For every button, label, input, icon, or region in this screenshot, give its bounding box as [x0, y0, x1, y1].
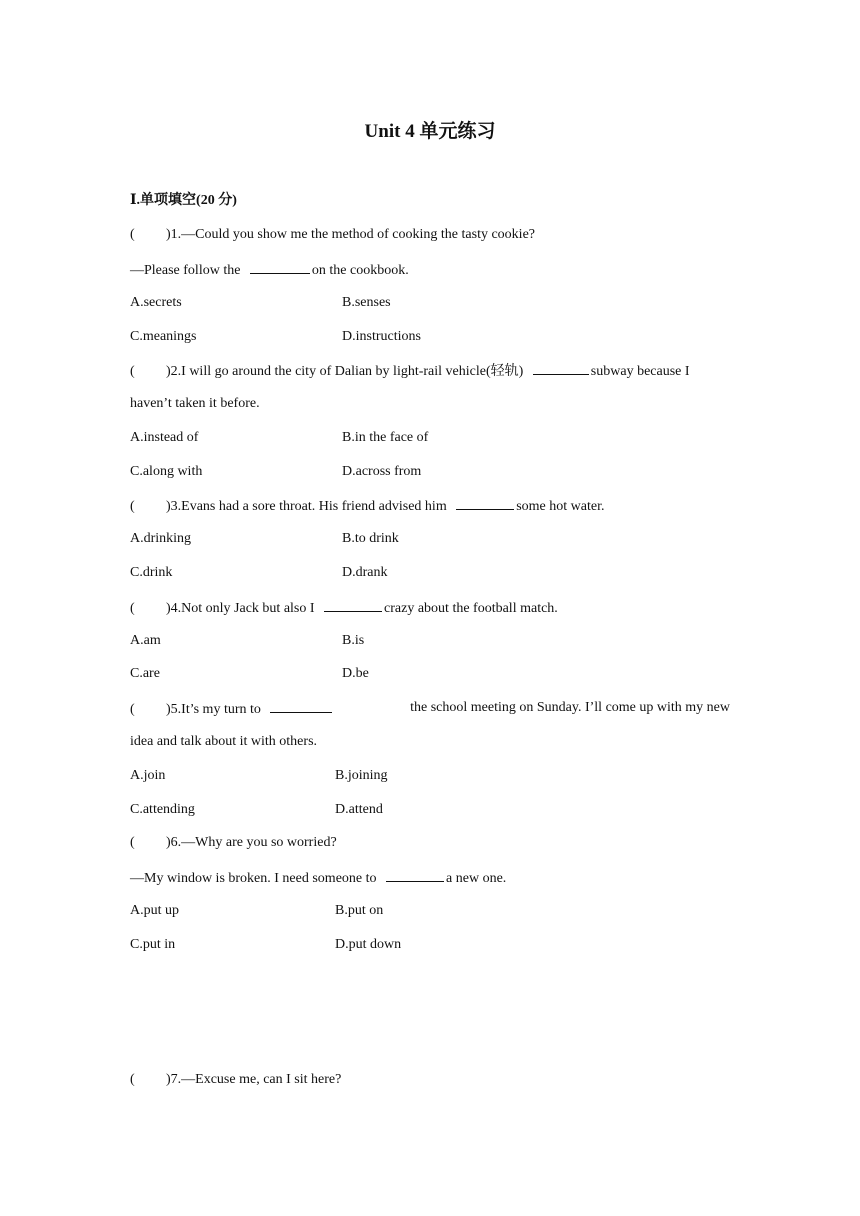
- option-a: A.drinking: [130, 531, 192, 546]
- option-d: D.attend: [335, 802, 383, 817]
- question-text: )4.Not only Jack but also I: [166, 601, 319, 616]
- question-6-line2: [130, 868, 506, 888]
- question-1-stem: [130, 226, 535, 244]
- option-c: C.along with: [130, 464, 203, 479]
- question-text: —Please follow the: [130, 263, 244, 278]
- option-d: D.be: [342, 666, 369, 681]
- option-c: C.attending: [130, 802, 195, 817]
- option-d: D.instructions: [342, 329, 421, 344]
- question-text: )6.—Why are you so worried?: [166, 835, 337, 850]
- question-text: )5.It’s my turn to: [166, 702, 265, 717]
- question-2-stem: [130, 361, 690, 381]
- question-text: )2.I will go around the city of Dalian by light-rail vehicle(轻轨): [166, 364, 527, 379]
- option-b: B.joining: [335, 768, 388, 783]
- option-b: B.senses: [342, 295, 391, 310]
- answer-blank: [533, 361, 589, 375]
- page-title: Unit 4 单元练习: [364, 121, 496, 142]
- question-text: )3.Evans had a sore throat. His friend advised him: [166, 499, 451, 514]
- question-1-line2: [130, 260, 409, 280]
- answer-blank: [456, 496, 514, 510]
- question-text: )1.—Could you show me the method of cooking the tasty cookie?: [166, 227, 535, 242]
- answer-paren: (: [130, 1072, 135, 1087]
- option-a: A.secrets: [130, 295, 182, 310]
- option-b: B.put on: [335, 903, 384, 918]
- option-c: C.put in: [130, 937, 176, 952]
- answer-blank: [324, 598, 382, 612]
- question-text: subway because I: [590, 364, 690, 379]
- question-text: crazy about the football match.: [384, 601, 558, 616]
- question-3-stem: [130, 496, 604, 516]
- option-c: C.drink: [130, 565, 173, 580]
- option-c: C.are: [130, 666, 160, 681]
- question-5-line2: idea and talk about it with others.: [130, 734, 318, 749]
- section-heading: Ⅰ.单项填空(20 分): [130, 193, 237, 208]
- answer-paren: (: [130, 227, 135, 242]
- option-a: A.instead of: [130, 430, 199, 445]
- question-7-stem: [130, 1071, 341, 1089]
- answer-blank: [250, 260, 310, 274]
- question-5-stem: [130, 699, 730, 719]
- option-a: A.join: [130, 768, 166, 783]
- option-b: B.to drink: [342, 531, 399, 546]
- question-text: the school meeting on Sunday. I’ll come up with my new: [410, 700, 730, 715]
- question-text: a new one.: [446, 871, 507, 886]
- question-text: on the cookbook.: [311, 263, 409, 278]
- option-c: C.meanings: [130, 329, 197, 344]
- question-2-line2: haven’t taken it before.: [130, 396, 260, 411]
- answer-paren: (: [130, 835, 135, 850]
- answer-blank: [270, 699, 332, 713]
- question-4-stem: [130, 598, 558, 618]
- question-text: —My window is broken. I need someone to: [130, 871, 381, 886]
- answer-paren: (: [130, 702, 135, 717]
- question-text: some hot water.: [516, 499, 605, 514]
- question-6-stem: [130, 834, 337, 852]
- option-a: A.am: [130, 633, 161, 648]
- question-text: )7.—Excuse me, can I sit here?: [166, 1072, 342, 1087]
- option-d: D.drank: [342, 565, 388, 580]
- answer-paren: (: [130, 601, 135, 616]
- option-b: B.in the face of: [342, 430, 429, 445]
- answer-paren: (: [130, 364, 135, 379]
- option-a: A.put up: [130, 903, 179, 918]
- option-d: D.across from: [342, 464, 422, 479]
- answer-blank: [386, 868, 444, 882]
- option-b: B.is: [342, 633, 365, 648]
- option-d: D.put down: [335, 937, 402, 952]
- answer-paren: (: [130, 499, 135, 514]
